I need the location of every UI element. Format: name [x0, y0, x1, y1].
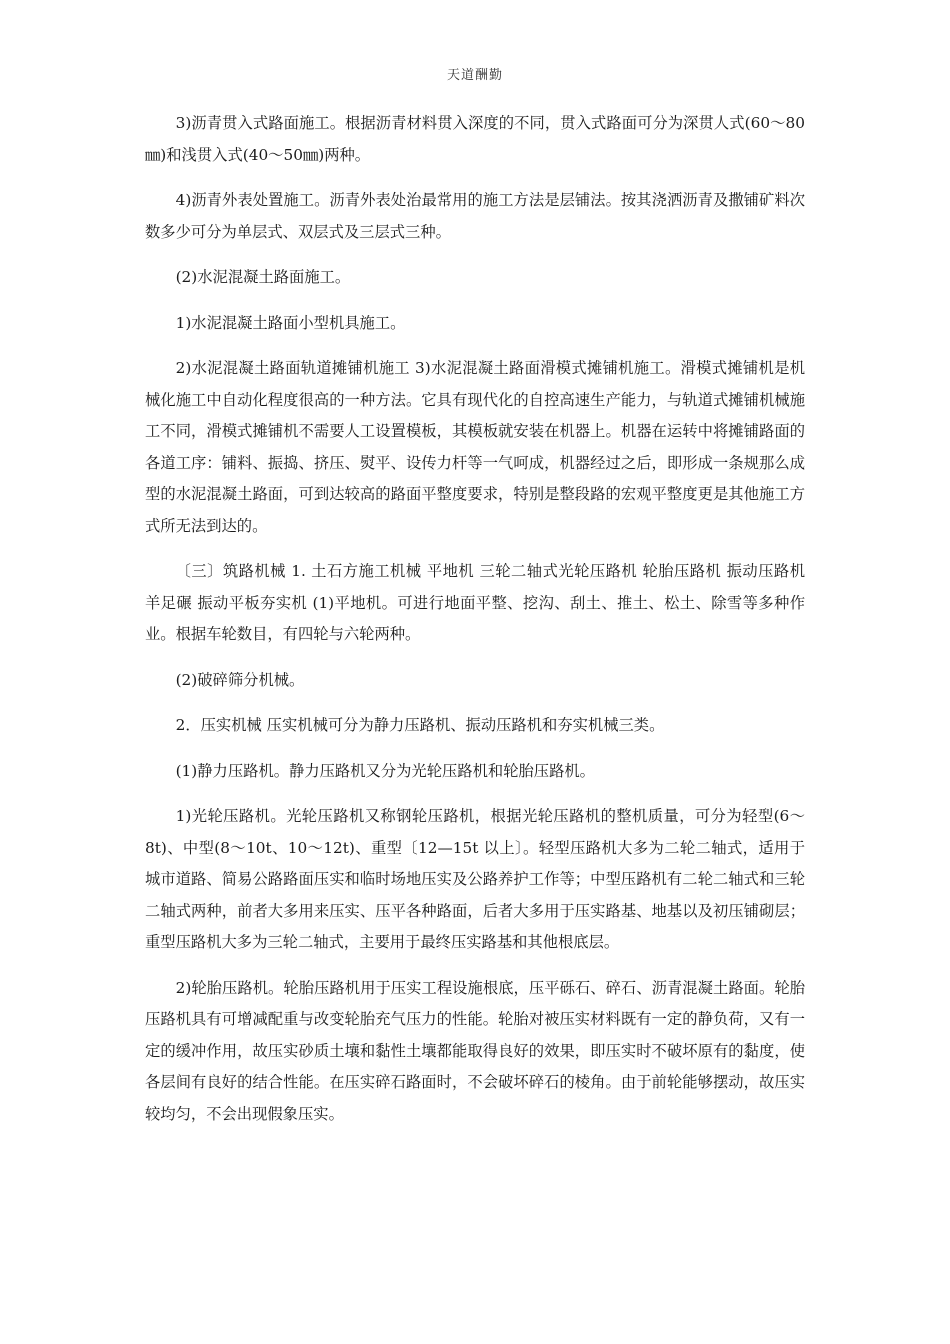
paragraph-asphalt-penetration: 3)沥青贯入式路面施工。根据沥青材料贯入深度的不同，贯入式路面可分为深贯人式(60～80㎜)和浅贯入式(40～50㎜)两种。 [145, 114, 805, 164]
paragraph-road-machinery: 〔三〕筑路机械 1. 土石方施工机械 平地机 三轮二轴式光轮压路机 轮胎压路机 振动压路机 羊足碾 振动平板夯实机 (1)平地机。可进行地面平整、挖沟、刮土、推土、松土、除雪等多种作业。根据车轮数目，有四轮与六轮两种。 [145, 562, 805, 643]
paragraph-slipform-paver: 2)水泥混凝土路面轨道摊铺机施工 3)水泥混凝土路面滑模式摊铺机施工。滑模式摊铺机是机械化施工中自动化程度很高的一种方法。它具有现代化的自控高速生产能力，与轨道式摊铺机械施工不同，滑模式摊铺机不需要人工设置模板，其模板就安装在机器上。机器在运转中将摊铺路面的各道工序：铺料、振捣、挤压、熨平、设传力杆等一气呵成，机器经过之后，即形成一条规那么成型的水泥混凝土路面，可到达较高的路面平整度要求，特别是整段路的宏观平整度更是其他施工方式所无法到达的。 [145, 359, 805, 535]
paragraph-compaction-machinery: 2．压实机械 压实机械可分为静力压路机、振动压路机和夯实机械三类。 [175, 716, 665, 734]
paragraph-smooth-wheel-roller: 1)光轮压路机。光轮压路机又称钢轮压路机，根据光轮压路机的整机质量，可分为轻型(6～8t)、中型(8～10t、10～12t)、重型〔12—15t 以上〕。轻型压路机大多为二轮二轴式，适用于城市道路、简易公路路面压实和临时场地压实及公路养护工作等；中型压路机有二轮二轴式和三轮二轴式两种，前者大多用来压实、压平各种路面，后者大多用于压实路基、地基以及初压铺砌层；重型压路机大多为三轮二轴式，主要用于最终压实路基和其他根底层。 [145, 807, 805, 951]
document-body [145, 108, 805, 1144]
page-header: 天道酬勤 [446, 68, 503, 83]
paragraph-crushing-screening: (2)破碎筛分机械。 [175, 670, 305, 689]
paragraph-small-tools: 1)水泥混凝土路面小型机具施工。 [175, 313, 406, 332]
paragraph-tire-roller: 2)轮胎压路机。轮胎压路机用于压实工程设施根底，压平砾石、碎石、沥青混凝土路面。轮胎压路机具有可增减配重与改变轮胎充气压力的性能。轮胎对被压实材料既有一定的静负荷，又有一定的缓冲作用，故压实砂质土壤和黏性土壤都能取得良好的效果，即压实时不破坏原有的黏度，使各层间有良好的结合性能。在压实碎石路面时，不会破坏碎石的棱角。由于前轮能够摆动，故压实较均匀，不会出现假象压实。 [145, 978, 805, 1123]
paragraph-asphalt-surface-treatment: 4)沥青外表处置施工。沥青外表处治最常用的施工方法是层铺法。按其浇洒沥青及撒铺矿料次数多少可分为单层式、双层式及三层式三种。 [145, 191, 805, 241]
paragraph-cement-concrete-heading: (2)水泥混凝土路面施工。 [175, 268, 351, 286]
paragraph-static-roller: (1)静力压路机。静力压路机又分为光轮压路机和轮胎压路机。 [175, 761, 595, 780]
